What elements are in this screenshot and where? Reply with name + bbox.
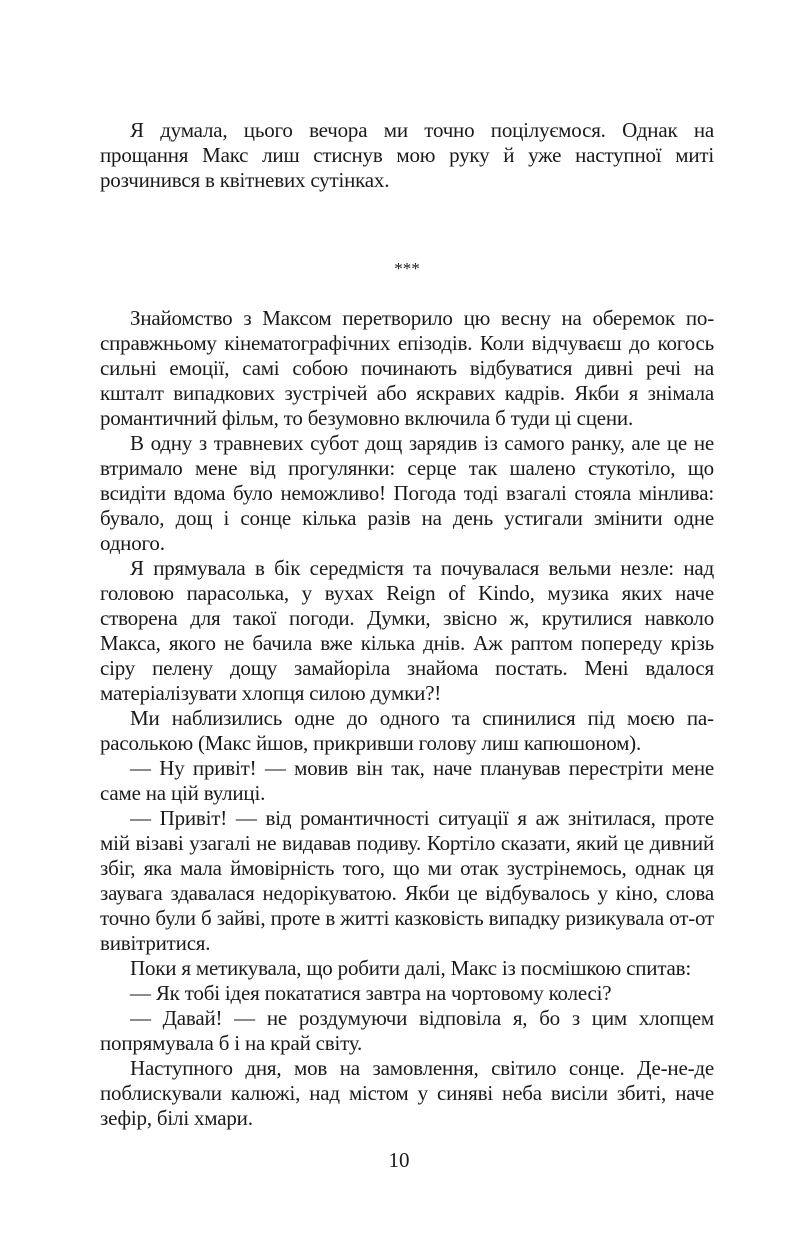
paragraph: Ми наблизились одне до одного та спинилися під моєю парасолькою (Макс йшов, прикривши голову лиш капюшоном). [100, 706, 714, 755]
opening-text-block [100, 118, 714, 193]
section-break [100, 256, 714, 281]
dialogue-line: — Ну привіт! — мовив він так, наче планував перестріти мене саме на цій вулиці. [100, 756, 714, 805]
paragraph: Я прямувала в бік середмістя та почувалася вельми незле: над головою парасолька, у вухах Reign of Kindo, музика яких наче створена для такої погоди. Думки, звісно ж, крутилися навколо Макса, якого не бачила вже кілька днів. Аж раптом попереду крізь сіру пелену дощу замайоріла знайома постать. Мені вдалося матеріалізувати хлопця силою думки?! [100, 556, 714, 705]
dialogue-line: — Як тобі ідея покататися завтра на чортовому колесі? [130, 981, 612, 1005]
section-separator: *** [394, 259, 420, 278]
dialogue-line: — Привіт! — від романтичності ситуації я аж знітилася, проте мій візаві узагалі не видавав подиву. Кортіло сказати, який це дивний збіг, яка мала ймовірність того, що ми отак зустрінемось, однак ця заувага здавалася недорікуватою. Якби це відбувалось у кіно, слова точно були б зайві, проте в житті казковість випадку ризикувала от-от вивітритися. [100, 806, 714, 955]
intro-paragraph: Я думала, цього вечора ми точно поцілуємося. Однак на прощання Макс лиш стиснув мою руку й уже наступної миті розчинився в квітневих сутінках. [100, 118, 714, 192]
page-number: 10 [388, 1148, 410, 1172]
body-text-block [100, 306, 714, 1131]
paragraph: Знайомство з Максом перетворило цю весну на оберемок по-справжньому кінематографічних епізодів. Коли відчуваєш до когось сильні емоції, самі собою починають відбуватися дивні речі на кшталт випадкових зустрічей або яскравих кадрів. Якби я знімала романтичний фільм, то безумовно включила б туди ці сцени. [100, 306, 714, 430]
dialogue-line: — Давай! — не роздумуючи відповіла я, бо з цим хлопцем попрямувала б і на край світу. [100, 1006, 714, 1055]
paragraph: В одну з травневих субот дощ зарядив із самого ранку, але це не втримало мене від прогулянки: серце так шалено стукотіло, що всидіти вдома було неможливо! Погода тоді взагалі стояла мінлива: бувало, дощ і сонце кілька разів на день устигали змінити одне одного. [100, 431, 714, 555]
paragraph: Поки я метикувала, що робити далі, Макс із посмішкою спитав: [130, 956, 692, 980]
paragraph: Наступного дня, мов на замовлення, світило сонце. Де-не-де поблискували калюжі, над містом у синяві неба висіли збиті, наче зефір, білі хмари. [100, 1056, 714, 1130]
